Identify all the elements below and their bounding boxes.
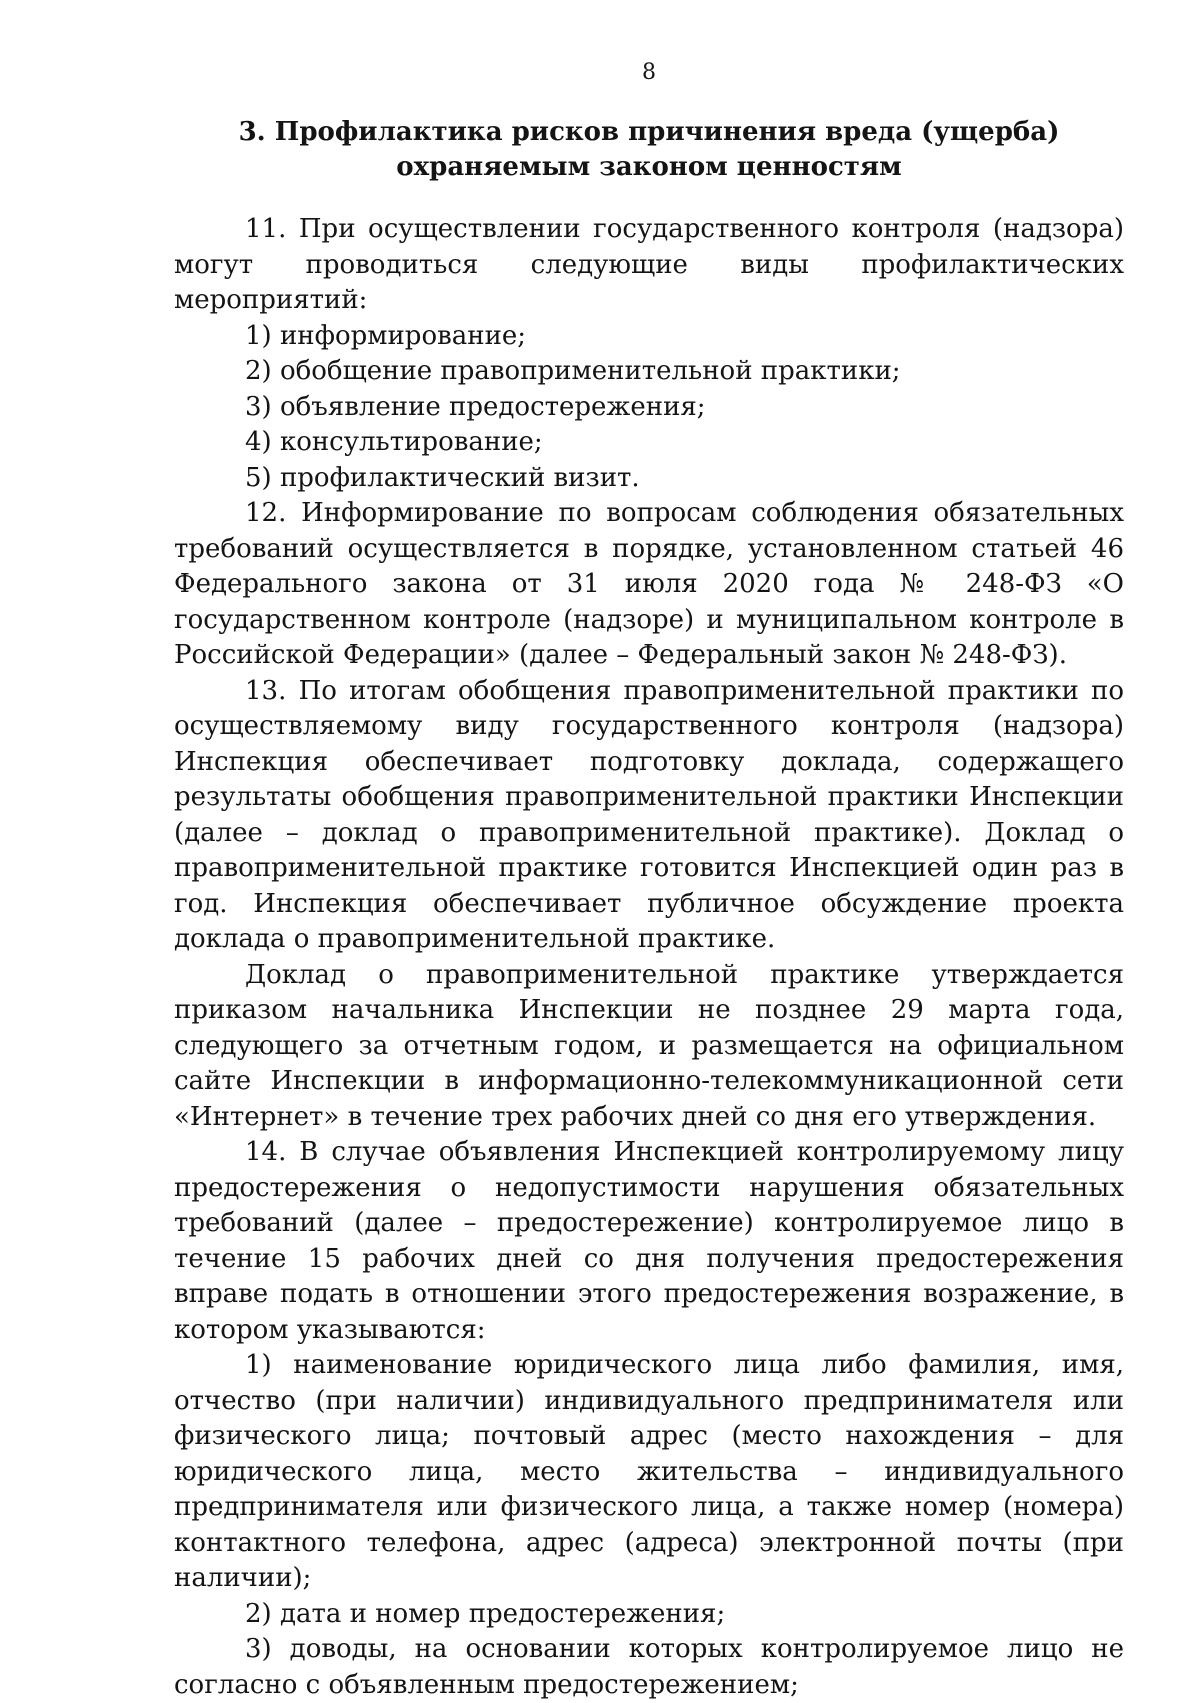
list-item-visit: 5) профилактический визит. <box>245 462 640 493</box>
list-item-informing: 1) информирование; <box>245 320 527 351</box>
section-title-line-1: 3. Профилактика рисков причинения вреда (ущерба) <box>238 117 1060 147</box>
document-body <box>174 212 1124 1703</box>
objection-item-2: 2) дата и номер предостережения; <box>245 1598 726 1629</box>
list-item-consulting: 4) консультирование; <box>245 427 543 457</box>
list-item-warning: 3) объявление предостережения; <box>245 391 706 422</box>
paragraph-12: 12. Информирование по вопросам соблюдения обязательных требований осуществляется в порядке, установленном статьей 46 Федерального закона от 31 июля 2020 года № 248-ФЗ «О государственном контроле (надзоре) и муниципальном контроле в Российской Федерации» (далее – Федеральный закон № 248-ФЗ). <box>174 498 1124 670</box>
page-number: 8 <box>642 60 656 85</box>
section-title-line-2: охраняемым законом ценностям <box>396 152 902 182</box>
paragraph-report-approval: Доклад о правоприменительной практике утверждается приказом начальника Инспекции не позднее 29 марта года, следующего за отчетным годом, и размещается на официальном сайте Инспекции в информационно-телекоммуникационной сети «Интернет» в течение трех рабочих дней со дня его утверждения. <box>174 959 1124 1132</box>
objection-item-1: 1) наименование юридического лица либо фамилия, имя, отчество (при наличии) индивидуального предпринимателя или физического лица; почтовый адрес (место нахождения – для юридического лица, место жительства – индивидуального предпринимателя или физического лица, а также номер (номера) контактного телефона, адрес (адреса) электронной почты (при наличии); <box>174 1350 1124 1593</box>
paragraph-14: 14. В случае объявления Инспекцией контролируемому лицу предостережения о недопустимости нарушения обязательных требований (далее – предостережение) контролируемое лицо в течение 15 рабочих дней со дня получения предостережения вправе подать в отношении этого предостережения возражение, в котором указываются: <box>174 1137 1124 1345</box>
paragraph-13: 13. По итогам обобщения правоприменительной практики по осуществляемому виду государственного контроля (надзора) Инспекция обеспечивает подготовку доклада, содержащего результаты обобщения правоприменительной практики Инспекции (далее – доклад о правоприменительной практике). Доклад о правоприменительной практике готовится Инспекцией один раз в год. Инспекция обеспечивает публичное обсуждение проекта доклада о правоприменительной практике. <box>174 675 1124 954</box>
paragraph-11: 11. При осуществлении государственного контроля (надзора) могут проводиться следующие виды профилактических мероприятий: <box>174 214 1124 315</box>
objection-item-3: 3) доводы, на основании которых контролируемое лицо не согласно с объявленным предостережением; <box>174 1634 1124 1700</box>
list-item-generalization: 2) обобщение правоприменительной практики; <box>245 356 901 386</box>
section-title <box>174 115 1124 185</box>
